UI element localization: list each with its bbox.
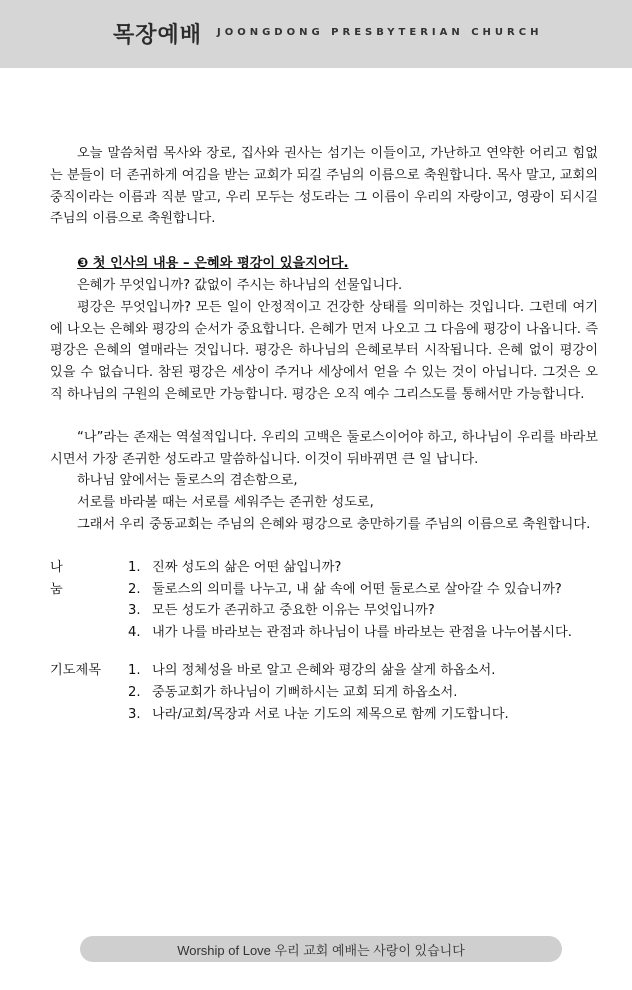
closing-paragraph-1: “나”라는 존재는 역설적입니다. 우리의 고백은 둘로스이어야 하고, 하나님이 우리를 바라보시면서 가장 존귀한 성도라고 말씀하십니다. 이것이 뒤바뀌면 큰 일 납니다. [50,429,598,467]
item-text: 중동교회가 하나님이 기뻐하시는 교회 되게 하옵소서. [152,684,458,700]
item-number: 2. [128,684,141,700]
item-number: 2. [128,581,141,597]
list-item [128,622,598,644]
item-text: 나의 정체성을 바로 알고 은혜와 평강의 삶을 살게 하옵소서. [152,662,496,678]
closing-paragraph-4: 그래서 우리 중동교회는 주님의 은혜와 평강으로 충만하기를 주님의 이름으로 축원합니다. [77,516,591,532]
item-text: 둘로스의 의미를 나누고, 내 삶 속에 어떤 둘로스로 살아갈 수 있습니까? [152,581,562,597]
header-title: 목장예배 [113,23,203,48]
prayer-label: 기도제목 [50,662,101,678]
item-number: 3. [128,706,141,722]
sharing-section [50,557,598,644]
list-item [128,579,598,601]
item-text: 모든 성도가 존귀하고 중요한 이유는 무엇입니까? [152,603,435,619]
item-number: 4. [128,625,141,641]
item-number: 3. [128,603,141,619]
section-title: ❸ 첫 인사의 내용 – 은혜와 평강이 있을지어다. [77,256,349,272]
page-header [0,0,632,68]
prayer-section [50,660,598,725]
item-number: 1. [128,559,141,575]
item-text: 나라/교회/목장과 서로 나눈 기도의 제목으로 함께 기도합니다. [152,706,509,722]
closing-line-2: 하나님 앞에서는 둘로스의 겸손함으로, [77,473,298,489]
header-subtitle: JOONGDONG PRESBYTERIAN CHURCH [217,27,543,38]
item-number: 1. [128,662,141,678]
item-text: 내가 나를 바라보는 관점과 하나님이 나를 바라보는 관점을 나누어봅시다. [152,625,572,641]
section-paragraph-1: 은혜가 무엇입니까? 값없이 주시는 하나님의 선물입니다. [77,277,403,293]
sharing-label: 나눔 [50,559,91,597]
item-text: 진짜 성도의 삶은 어떤 삶입니까? [152,559,342,575]
sermon-content [50,143,598,725]
list-item [128,704,598,726]
list-item [128,600,598,622]
footer-banner [80,936,562,962]
section-paragraph-2: 평강은 무엇입니까? 모든 일이 안정적이고 건강한 상태를 의미하는 것입니다. 그런데 여기에 나오는 은혜와 평강의 순서가 중요합니다. 은혜가 먼저 나오고 그 다음에 평강이 나옵니다. 즉 평강은 은혜의 열매라는 것입니다. 평강은 하나님의 은혜로부터 시작됩니다. 은혜 없이 평강이 있을 수 없습니다. 참된 평강은 세상이 주거나 세상에서 얻을 수 있는 것이 아닙니다. 그것은 오직 하나님의 구원의 은혜로만 가능합니다. 평강은 오직 예수 그리스도를 통해서만 가능합니다. [50,299,598,402]
list-item [128,682,598,704]
list-item [128,557,598,579]
closing-line-3: 서로를 바라볼 때는 서로를 세워주는 존귀한 성도로, [77,495,374,511]
list-item [128,660,598,682]
intro-paragraph: 오늘 말씀처럼 목사와 장로, 집사와 권사는 섬기는 이들이고, 가난하고 연약한 어리고 힘없는 분들이 더 존귀하게 여김을 받는 교회가 되길 주님의 이름으로 축원합니다. 목사 말고, 교회의 중직이라는 이름과 직분 말고, 우리 모두는 성도라는 그 이름이 우리의 자랑이고, 영광이 되시길 주님의 이름으로 축원합니다. [50,146,598,227]
footer-text: Worship of Love 우리 교회 예배는 사랑이 있습니다 [177,942,465,958]
